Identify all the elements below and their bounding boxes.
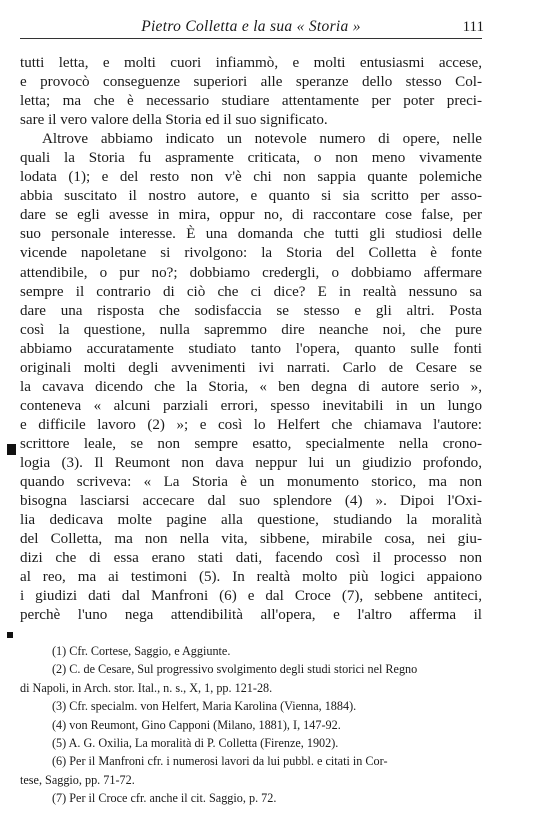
footnote: (4) von Reumont, Gino Capponi (Milano, 1881), I, 147-92. bbox=[52, 717, 341, 732]
text-line: lia dedicava molte pagine alla questione, studiando la moralità bbox=[20, 512, 482, 529]
text-line: bisogna lasciarsi accecare dal suo splendore (4) ». Dipoi l'Oxi- bbox=[20, 493, 482, 510]
text-line: sare il vero valore della Storia ed il suo significato. bbox=[20, 112, 328, 129]
text-line: dare se egli avesse in mira, oppur no, di raccontare cose false, per bbox=[20, 207, 482, 224]
text-line: attendibile, o pur no?; dobbiamo credergli, o dobbiamo affermare bbox=[20, 264, 482, 281]
text-line: vicende napoletane si rivolgono: la Storia del Colletta è fonte bbox=[20, 245, 482, 262]
text-line: al reo, ma ai testimoni (5). In realtà molto più logici appaiono bbox=[20, 569, 482, 586]
footnote: (2) C. de Cesare, Sul progressivo svolgimento degli studi storici nel Regno bbox=[52, 662, 418, 677]
text-line: sempre il contrario di ciò che ci dice? E in realtà nessuno sa bbox=[20, 283, 482, 300]
text-line: abbiamo accuratamente studiato tanto l'opera, quanto sulle fonti bbox=[20, 340, 482, 357]
text-line: dizi che di essa erano stati dati, facendo così il processo non bbox=[20, 550, 482, 567]
text-line: quali la Storia fu aspramente criticata, o non meno vivamente bbox=[20, 150, 482, 167]
running-title: Pietro Colletta e la sua « Storia » bbox=[141, 18, 361, 35]
text-line: del Colletta, ma non nella vita, sibbene, mirabile cosa, nei giu- bbox=[20, 531, 482, 548]
footnote: (1) Cfr. Cortese, Saggio, e Aggiunte. bbox=[52, 644, 231, 658]
text-line: quando scriveva: « La Storia è un monumento storico, ma non bbox=[20, 474, 482, 491]
text-line: i giudizi dati dal Manfroni (6) e dal Croce (7), sebbene antiteci, bbox=[20, 588, 482, 605]
text-line: Altrove abbiamo indicato un notevole numero di opere, nelle bbox=[42, 131, 482, 148]
footnote: (3) Cfr. specialm. von Helfert, Maria Karolina (Vienna, 1884). bbox=[52, 699, 357, 714]
text-line: dare una risposta che sodisfaccia se stesso e gli altri. Posta bbox=[20, 302, 482, 319]
text-line: e provocò conseguenze superiori alle speranze dello stesso Col- bbox=[20, 74, 482, 91]
footnote: (7) Per il Croce cfr. anche il cit. Saggio, p. 72. bbox=[52, 791, 277, 806]
text-line: suo personale interesse. È una domanda che tutti gli studiosi delle bbox=[20, 226, 482, 243]
margin-mark bbox=[7, 632, 13, 638]
footnote: (5) A. G. Oxilia, La moralità di P. Colletta (Firenze, 1902). bbox=[52, 736, 339, 751]
text-line: lodata (1); e del resto non v'è chi non sappia quante polemiche bbox=[20, 169, 482, 186]
footnote: (6) Per il Manfroni cfr. i numerosi lavori da lui pubbl. e citati in Cor- bbox=[52, 754, 388, 769]
text-line: abbia suscitato il nostro autore, e quanto si sia scritto per asso- bbox=[20, 188, 482, 205]
margin-mark bbox=[7, 444, 16, 455]
text-line: letta; ma che è necessario studiare attentamente per poter preci- bbox=[20, 93, 482, 110]
text-line: tutti letta, e molti cuori infiammò, e molti entusiasmi accese, bbox=[20, 55, 482, 71]
main-text bbox=[20, 54, 482, 625]
text-line: logia (3). Il Reumont non dava neppur lui un giudizio profondo, bbox=[20, 454, 482, 471]
text-line: perchè l'uno nega attendibilità all'opera, e l'altro afferma il bbox=[20, 607, 482, 624]
page-number: 111 bbox=[462, 19, 484, 35]
text-line: la cavava dicendo che la Storia, « ben degna di autore serio », bbox=[20, 378, 482, 395]
text-line: conteneva « alcuni parziali errori, spesso inevitabili in un lungo bbox=[20, 397, 482, 414]
text-line: scrittore leale, se non sempre esatto, specialmente nella crono- bbox=[20, 435, 482, 452]
text-line: originali molti degli avvenimenti ivi narrati. Carlo de Cesare se bbox=[20, 359, 482, 376]
page-header bbox=[20, 16, 482, 39]
footnote: di Napoli, in Arch. stor. Ital., n. s., X, 1, pp. 121-28. bbox=[20, 680, 273, 695]
text-line: così la questione, nulla sapremmo dire neanche noi, che pure bbox=[20, 321, 482, 338]
text-line: e difficile lavoro (2) »; e così lo Helfert che chiamava l'autore: bbox=[20, 416, 482, 433]
footnotes bbox=[20, 642, 482, 808]
footnote: tese, Saggio, pp. 71-72. bbox=[20, 772, 135, 787]
